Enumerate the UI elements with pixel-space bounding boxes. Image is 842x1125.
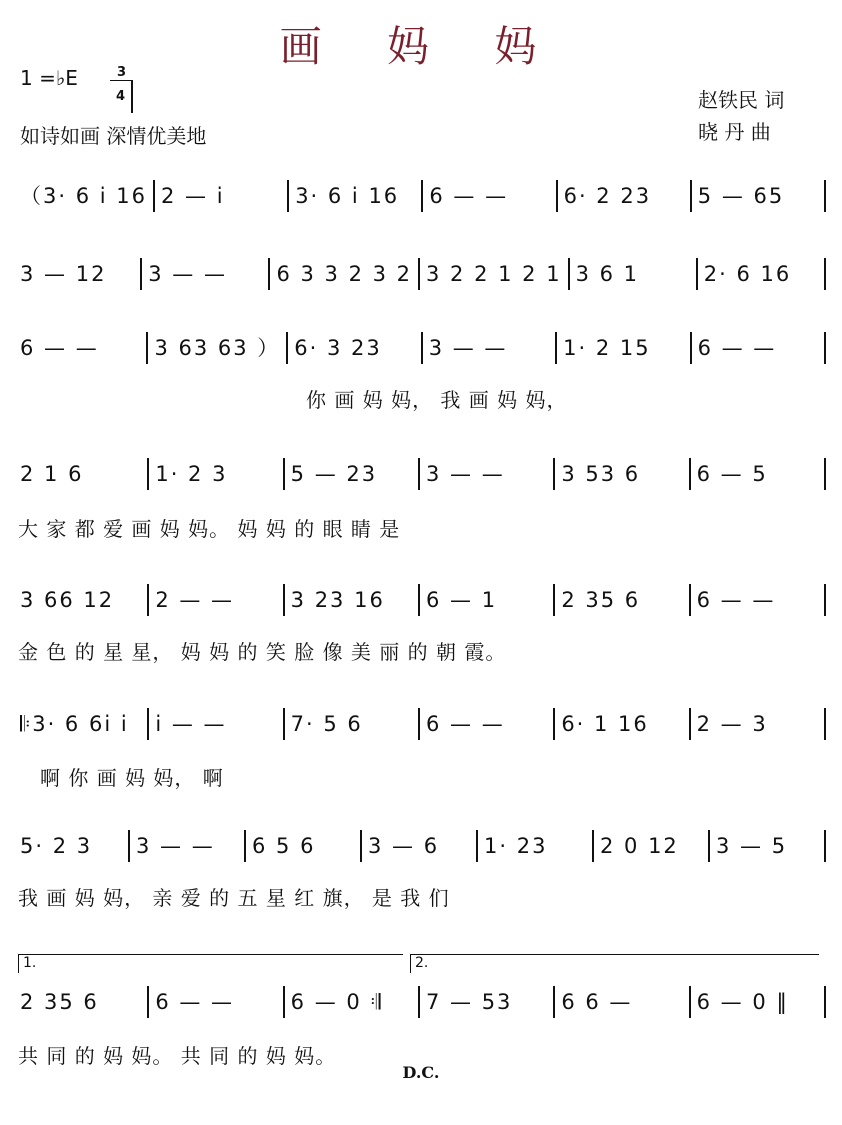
measure: 1· 2 3 xyxy=(149,458,284,490)
measure: 6· 2 23 xyxy=(558,180,692,212)
measure: 3 — — xyxy=(420,458,555,490)
score-row xyxy=(14,580,826,620)
volta-1: 1. xyxy=(18,954,403,973)
measure: 6 — — xyxy=(691,584,826,616)
measure: 6 — — xyxy=(149,986,284,1018)
measure: 3 6 1 xyxy=(570,258,698,290)
measure: 3 23 16 xyxy=(285,584,420,616)
measure: 3 53 6 xyxy=(555,458,690,490)
score-row xyxy=(14,982,826,1022)
measure: 2 35 6 xyxy=(14,986,149,1018)
measure: 7· 5 6 xyxy=(285,708,420,740)
measure: 6 — 5 xyxy=(691,458,826,490)
measure: 3 — — xyxy=(142,258,270,290)
lyric-line: 大 家 都 爱 画 妈 妈。 妈 妈 的 眼 睛 是 xyxy=(18,517,401,541)
measure: 3 — 6 xyxy=(362,830,478,862)
measure: 5· 2 3 xyxy=(14,830,130,862)
measure: 7 — 53 xyxy=(420,986,555,1018)
measure: 6 — — xyxy=(14,332,148,364)
key-signature: 1 =♭E xyxy=(20,66,78,90)
measure: 2 1 6 xyxy=(14,458,149,490)
lyric-line: 你 画 妈 妈， 我 画 妈 妈， xyxy=(306,388,568,412)
measure: 6 — — xyxy=(423,180,557,212)
measure: i — — xyxy=(149,708,284,740)
measure: 6 6 — xyxy=(555,986,690,1018)
measure: （3· 6 i 16 xyxy=(14,180,155,212)
measure: 5 — 65 xyxy=(692,180,826,212)
measure: 3 2 2 1 2 1 xyxy=(420,258,570,290)
measure: 3· 6 i 16 xyxy=(289,180,423,212)
measure: 2 0 12 xyxy=(594,830,710,862)
lyric-line: 金 色 的 星 星， 妈 妈 的 笑 脸 像 美 丽 的 朝 霞。 xyxy=(18,640,507,664)
measure: 3 63 63 ） xyxy=(148,332,288,364)
volta-2: 2. xyxy=(410,954,819,973)
measure: 3 — — xyxy=(423,332,557,364)
measure: 6 — 1 xyxy=(420,584,555,616)
measure: 3 — 12 xyxy=(14,258,142,290)
score-row xyxy=(14,254,826,294)
lyric-line: 啊 你 画 妈 妈， 啊 xyxy=(40,766,224,790)
measure: 1· 23 xyxy=(478,830,594,862)
score-row xyxy=(14,454,826,494)
score-row xyxy=(14,176,826,216)
lyric-line: 我 画 妈 妈， 亲 爱 的 五 星 红 旗， 是 我 们 xyxy=(18,886,450,910)
measure: 6 5 6 xyxy=(246,830,362,862)
measure: 5 — 23 xyxy=(285,458,420,490)
measure: 3 — — xyxy=(130,830,246,862)
measure: 6 3 3 2 3 2 xyxy=(270,258,420,290)
measure: 6· 1 16 xyxy=(555,708,690,740)
tempo-marking: 如诗如画 深情优美地 xyxy=(20,124,207,148)
lyricist: 赵铁民 词 xyxy=(698,88,785,112)
measure: 6 — — xyxy=(420,708,555,740)
measure: 2 — — xyxy=(149,584,284,616)
measure: 2· 6 16 xyxy=(698,258,826,290)
composer: 晓 丹 曲 xyxy=(698,120,771,144)
measure: 2 — 3 xyxy=(691,708,826,740)
measure: 2 — i xyxy=(155,180,289,212)
measure: 6 — 0 ‖ xyxy=(691,986,826,1018)
measure: 3 66 12 xyxy=(14,584,149,616)
measure: 𝄆3· 6 6i i xyxy=(14,708,149,740)
measure: 2 35 6 xyxy=(555,584,690,616)
measure: 1· 2 15 xyxy=(557,332,691,364)
measure: 6 — 0 𝄇 xyxy=(285,986,420,1018)
song-title: 画 妈 妈 xyxy=(279,22,563,71)
credits xyxy=(698,84,784,148)
da-capo: D.C. xyxy=(402,1063,440,1082)
lyric-line: 共 同 的 妈 妈。 共 同 的 妈 妈。 xyxy=(18,1044,337,1068)
score-row xyxy=(14,826,826,866)
score-row xyxy=(14,704,826,744)
measure: 6· 3 23 xyxy=(288,332,422,364)
time-signature xyxy=(110,66,133,113)
measure: 6 — — xyxy=(692,332,826,364)
measure: 3 — 5 xyxy=(710,830,826,862)
time-bottom: 4 xyxy=(110,80,133,113)
time-top: 3 xyxy=(117,65,127,80)
score-row xyxy=(14,328,826,368)
